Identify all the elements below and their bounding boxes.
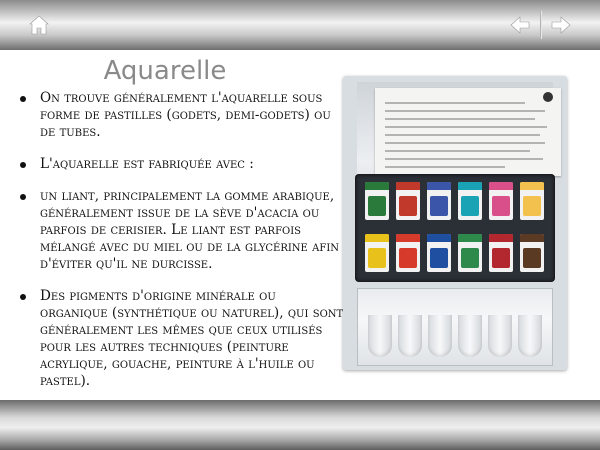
paint-pan (396, 182, 420, 220)
top-toolbar (0, 0, 600, 50)
paint-pan (427, 182, 451, 220)
nav-separator (540, 11, 542, 39)
bullet-text: L'aquarelle est fabriquée avec : (40, 156, 254, 172)
bullet-list (14, 90, 344, 405)
bullet-text: On trouve généralement l'aquarelle sous forme de pastilles (godets, demi-godets) ou de tubes. (40, 90, 331, 140)
mixing-well (518, 315, 542, 357)
bullet-text: un liant, principalement la gomme arabique, généralement issue de la sève d'acacia ou parfois de cerisier. Le liant est parfois mélangé avec du miel ou de la glycérine afin d'éviter qu'il ne durcisse. (40, 188, 340, 272)
arrow-right-icon[interactable] (550, 14, 572, 36)
home-icon[interactable] (28, 14, 50, 36)
paint-pan (427, 234, 451, 272)
bullet-dot-icon (20, 294, 26, 300)
watercolor-box-photo (343, 76, 567, 370)
bottom-bar (0, 400, 600, 450)
paint-pan (489, 182, 513, 220)
mixing-well (398, 315, 422, 357)
paint-pan (458, 234, 482, 272)
mixing-well (458, 315, 482, 357)
paint-pan (489, 234, 513, 272)
bullet-item (14, 156, 344, 173)
paint-pan (458, 182, 482, 220)
arrow-left-icon[interactable] (509, 14, 531, 36)
bullet-dot-icon (20, 162, 26, 168)
paint-pan (520, 182, 544, 220)
instruction-leaflet (375, 88, 561, 176)
bullet-item (14, 90, 344, 141)
paint-pan (365, 234, 389, 272)
bullet-item (14, 188, 344, 273)
bullet-text: Des pigments d'origine minérale ou organique (synthétique ou naturel), qui sont généralement les mêmes que ceux utilisés pour les autres techniques (peinture acrylique, gouache, peinture à l'huile ou pastel). (40, 288, 344, 389)
paint-pan (396, 234, 420, 272)
paint-pan (365, 182, 389, 220)
mixing-well (488, 315, 512, 357)
paint-pan (520, 234, 544, 272)
bullet-item (14, 288, 344, 390)
mixing-well (428, 315, 452, 357)
bullet-dot-icon (20, 96, 26, 102)
slide-title: Aquarelle (103, 56, 227, 86)
paint-tray (355, 174, 555, 282)
mixing-lid (357, 288, 553, 366)
mixing-well (368, 315, 392, 357)
brand-logo-icon (543, 92, 553, 102)
bullet-dot-icon (20, 194, 26, 200)
